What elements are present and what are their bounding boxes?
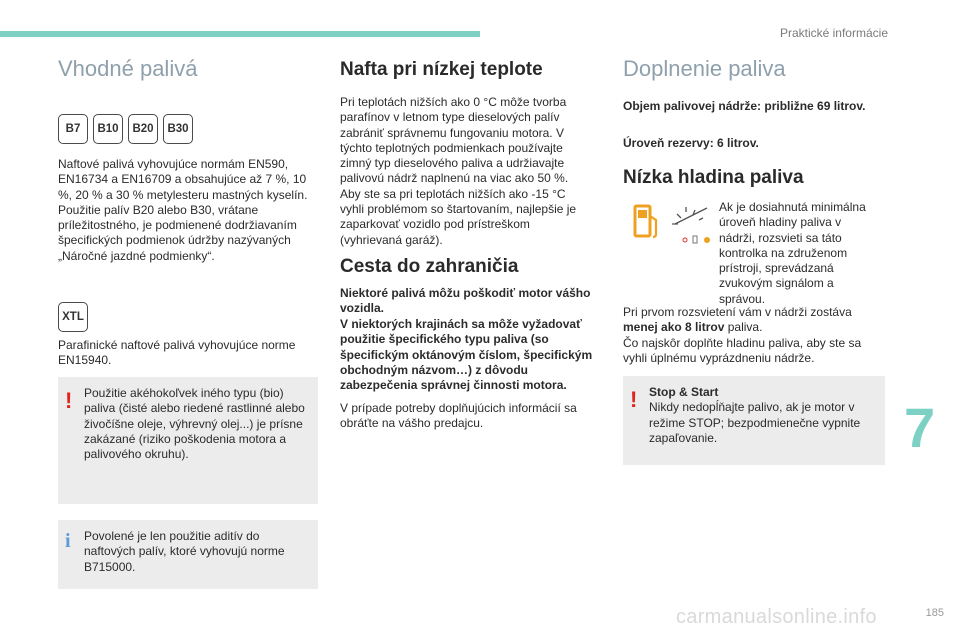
reserve-level: Úroveň rezervy: 6 litrov. bbox=[623, 136, 759, 150]
abroad-paragraph: V prípade potreby doplňujúcich informácií sa obráťte na vášho predajcu. bbox=[340, 401, 577, 431]
watermark: carmanualsonline.info bbox=[676, 606, 877, 628]
first-light-paragraph bbox=[623, 305, 878, 366]
low-fuel-warning-icons bbox=[623, 202, 715, 247]
info-i-icon: i bbox=[65, 530, 71, 552]
refuel-advice-text: Čo najskôr doplňte hladinu paliva, aby ste sa vyhli úplnému vyprázdneniu nádrže. bbox=[623, 335, 862, 365]
title-refuelling: Doplnenie paliva bbox=[623, 56, 786, 81]
title-diesel-low-temp: Nafta pri nízkej teplote bbox=[340, 59, 543, 80]
info-box-additives bbox=[58, 520, 318, 589]
first-light-text-a: Pri prvom rozsvietení vám v nádrži zostáva bbox=[623, 305, 852, 319]
stop-start-text: Nikdy nedopĺňajte palivo, ak je motor v režime STOP; bezpodmienečne vypnite zapaľovanie. bbox=[649, 400, 861, 445]
fuel-badges bbox=[58, 114, 193, 144]
fuels-paragraph: Naftové palivá vyhovujúce normám EN590, EN16734 a EN16709 a obsahujúce až 7 %, 10 %, 20 % a 30 % metylesteru mastných kyselín. Použitie palív B20 alebo B30, vrátane príležitostného, je podmienené dodržiavaním špecifických podmienok údržby nazývaných „Náročné jazdné podmienky“. bbox=[58, 157, 308, 263]
warning-box-stop-start bbox=[623, 376, 885, 465]
low-temp-paragraph: Pri teplotách nižších ako 0 °C môže tvorba parafínov v letnom type dieselových palív zabrániť správnemu fungovaniu motora. V týchto teplotných podmienkach používajte zimný typ dieselového paliva a udržiavajte palivovú nádrž naplnenú na viac ako 50 %. Aby ste sa pri teplotách nižších ako -15 °C vyhli problémom so štartovaním, najlepšie je zaparkovať vozidlo pod prístreškom (vyhrievaná garáž). bbox=[340, 95, 577, 247]
info-text: Povolené je len použitie aditív do naftových palív, ktoré vyhovujú norme B715000. bbox=[84, 529, 285, 574]
fuel-badge-b30: B30 bbox=[163, 114, 193, 144]
abroad-bold-1: Niektoré palivá môžu poškodiť motor vášho vozidla. bbox=[340, 286, 591, 316]
warning-box-fuels bbox=[58, 377, 318, 504]
tank-capacity: Objem palivovej nádrže: približne 69 litrov. bbox=[623, 99, 866, 113]
accent-bar bbox=[0, 31, 480, 37]
warning-exclamation-icon: ! bbox=[630, 387, 638, 412]
xtl-paragraph: Parafinické naftové palivá vyhovujúce norme EN15940. bbox=[58, 338, 296, 368]
fuel-pump-icon bbox=[635, 206, 656, 237]
first-light-text-b: paliva. bbox=[727, 320, 763, 335]
warning-text: Použitie akéhokoľvek iného typu (bio) paliva (čisté alebo riedené rastlinné alebo živočíšne oleje, výhrevný olej...) je prísne zakázané (riziko poškodenia motora a palivového okruhu). bbox=[84, 386, 305, 462]
low-fuel-description: Ak je dosiahnutá minimálna úroveň hladiny paliva v nádrži, rozsvieti sa táto kontrolka na združenom prístroji, sprevádzaná zvukovým signálom a správou. bbox=[719, 200, 866, 306]
stop-start-title: Stop & Start bbox=[649, 385, 719, 399]
page-number: 185 bbox=[925, 607, 944, 619]
fuel-badge-b20: B20 bbox=[128, 114, 158, 144]
title-travel-abroad: Cesta do zahraničia bbox=[340, 256, 519, 277]
fuel-badge-b10: B10 bbox=[93, 114, 123, 144]
fuel-gauge-icon bbox=[672, 207, 710, 243]
fuel-badge-b7: B7 bbox=[58, 114, 88, 144]
chapter-number: 7 bbox=[904, 396, 936, 459]
abroad-bold-2: V niektorých krajinách sa môže vyžadovať použitie špecifického typu paliva (so špecifickým oktánovým číslom, špecifickým obchodným názvom…) z dôvodu zabezpečenia správnej činnosti motora. bbox=[340, 317, 593, 393]
warning-exclamation-icon: ! bbox=[65, 388, 73, 413]
section-header: Praktické informácie bbox=[779, 26, 888, 40]
title-suitable-fuels: Vhodné palivá bbox=[58, 56, 198, 81]
first-light-bold: menej ako 8 litrov bbox=[623, 320, 725, 335]
title-low-fuel: Nízka hladina paliva bbox=[623, 167, 804, 188]
fuel-badge-xtl: XTL bbox=[58, 302, 88, 332]
